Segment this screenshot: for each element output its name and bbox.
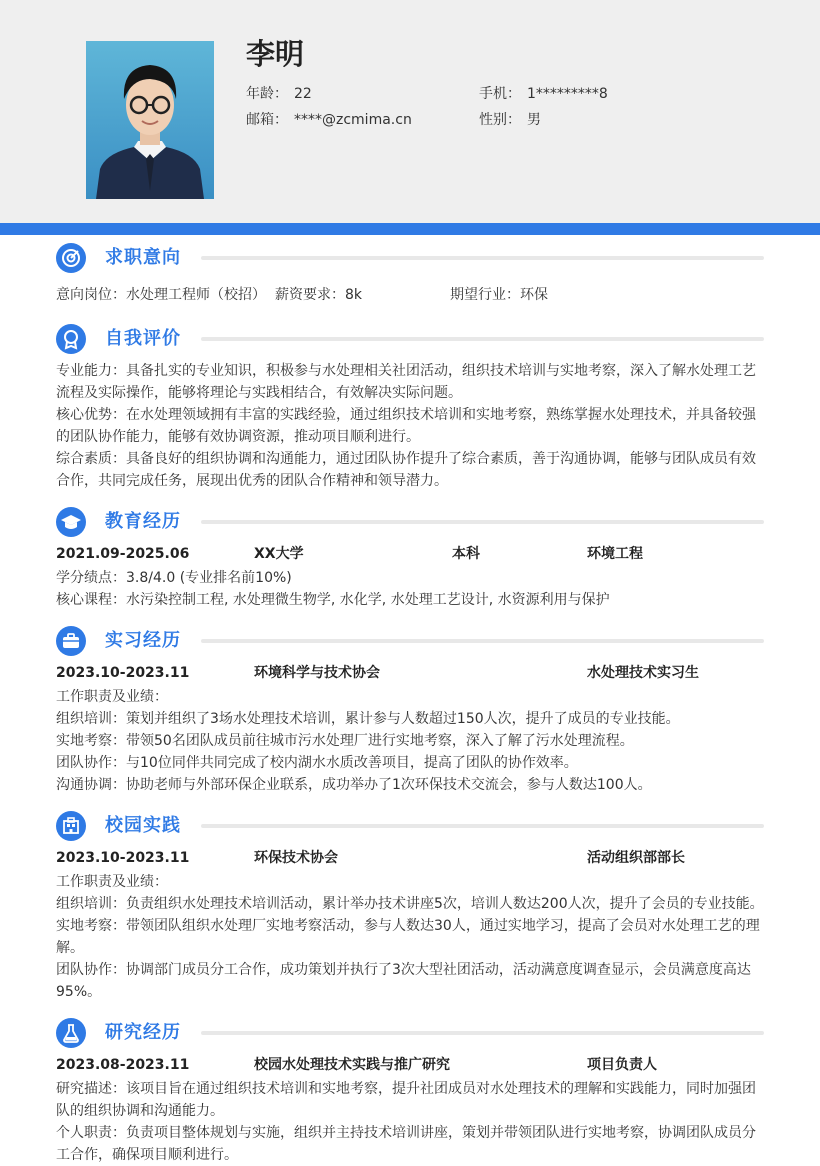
accent-bar: [0, 223, 820, 235]
intent-salary: 薪资要求：8k: [275, 287, 363, 303]
section-campus: [56, 811, 764, 845]
internship-org: 环境科学与技术协会: [254, 665, 380, 681]
target-icon: [56, 243, 86, 273]
section-self-eval: [56, 324, 764, 358]
education-degree: 本科: [452, 546, 480, 562]
education-courses: 核心课程：水污染控制工程, 水处理微生物学, 水化学, 水处理工艺设计, 水资源利用与保护: [56, 592, 610, 608]
campus-row: [56, 847, 764, 869]
education-school: XX大学: [254, 546, 304, 562]
section-divider: [201, 520, 764, 524]
section-intent: [56, 243, 764, 277]
gender-value: 男: [527, 112, 541, 128]
campus-building-icon: [56, 811, 86, 841]
section-title: 研究经历: [105, 1022, 181, 1043]
internship-item: 实地考察：带领50名团队成员前往城市污水处理厂进行实地考察，深入了解了污水处理流程。: [56, 733, 634, 749]
phone-info: [479, 85, 608, 103]
education-period: 2021.09-2025.06: [56, 546, 190, 562]
section-divider: [201, 1031, 764, 1035]
campus-item: 实地考察：带领团队组织水处理厂实地考察活动，参与人数达30人，通过实地学习，提高了会员对水处理工艺的理解。: [56, 918, 760, 956]
research-role: 项目负责人: [587, 1057, 657, 1073]
section-internship: [56, 626, 764, 660]
campus-role: 活动组织部部长: [587, 850, 685, 866]
section-title: 校园实践: [105, 815, 181, 836]
internship-item: 沟通协调：协助老师与外部环保企业联系，成功举办了1次环保技术交流会，参与人数达100人。: [56, 777, 652, 793]
research-duty: 个人职责：负责项目整体规划与实施，组织并主持技术培训讲座，策划并带领团队进行实地考察，协调团队成员分工合作，确保项目顺利进行。: [56, 1125, 756, 1163]
section-title: 实习经历: [105, 630, 181, 651]
section-title: 求职意向: [105, 247, 181, 268]
section-title: 教育经历: [105, 511, 181, 532]
education-row: [56, 543, 764, 565]
graduation-cap-icon: [56, 507, 86, 537]
campus-item: 团队协作：协调部门成员分工合作，成功策划并执行了3次大型社团活动，活动满意度调查显示，会员满意度高达95%。: [56, 962, 751, 1000]
section-divider: [201, 256, 764, 260]
internship-item: 团队协作：与10位同伴共同完成了校内湖水水质改善项目，提高了团队的协作效率。: [56, 755, 578, 771]
internship-intro: 工作职责及业绩：: [56, 689, 168, 705]
self-eval-advantage: 核心优势：在水处理领域拥有丰富的实践经验，通过组织技术培训和实地考察，熟练掌握水处理技术，并具备较强的团队协作能力，能够有效协调资源，推动项目顺利进行。: [56, 407, 756, 445]
gender-label: 性别：: [479, 112, 521, 128]
age-label: 年龄：: [246, 86, 288, 102]
research-period: 2023.08-2023.11: [56, 1057, 190, 1073]
internship-row: [56, 662, 764, 684]
research-row: [56, 1054, 764, 1076]
section-education: [56, 507, 764, 541]
email-info: [246, 111, 412, 129]
phone-value: 1*********8: [527, 86, 608, 102]
candidate-name: 李明: [246, 37, 305, 71]
intent-industry: 期望行业：环保: [450, 287, 548, 303]
campus-org: 环保技术协会: [254, 850, 338, 866]
research-description: 研究描述：该项目旨在通过组织技术培训和实地考察，提升社团成员对水处理技术的理解和实践能力，同时加强团队的组织协调和沟通能力。: [56, 1081, 756, 1119]
research-project: 校园水处理技术实践与推广研究: [254, 1057, 450, 1073]
campus-period: 2023.10-2023.11: [56, 850, 190, 866]
section-research: [56, 1018, 764, 1052]
section-divider: [201, 337, 764, 341]
education-gpa: 学分绩点：3.8/4.0 (专业排名前10%): [56, 570, 292, 586]
internship-role: 水处理技术实习生: [587, 665, 699, 681]
age-info: [246, 85, 312, 103]
self-eval-professional: 专业能力：具备扎实的专业知识，积极参与水处理相关社团活动，组织技术培训与实地考察，深入了解水处理工艺流程及实际操作，能够将理论与实践相结合，有效解决实际问题。: [56, 363, 756, 401]
internship-item: 组织培训：策划并组织了3场水处理技术培训，累计参与人数超过150人次，提升了成员的专业技能。: [56, 711, 680, 727]
email-value: ****@zcmima.cn: [294, 112, 412, 128]
email-label: 邮箱：: [246, 112, 288, 128]
section-divider: [201, 824, 764, 828]
gender-info: [479, 111, 541, 129]
flask-icon: [56, 1018, 86, 1048]
section-divider: [201, 639, 764, 643]
age-value: 22: [294, 86, 312, 102]
briefcase-icon: [56, 626, 86, 656]
phone-label: 手机：: [479, 86, 521, 102]
section-title: 自我评价: [105, 328, 181, 349]
intent-position: 意向岗位：水处理工程师（校招）: [56, 287, 266, 303]
campus-item: 组织培训：负责组织水处理技术培训活动，累计举办技术讲座5次，培训人数达200人次，提升了会员的专业技能。: [56, 896, 764, 912]
internship-period: 2023.10-2023.11: [56, 665, 190, 681]
medal-icon: [56, 324, 86, 354]
campus-intro: 工作职责及业绩：: [56, 874, 168, 890]
self-eval-quality: 综合素质：具备良好的组织协调和沟通能力，通过团队协作提升了综合素质，善于沟通协调，能够与团队成员有效合作，共同完成任务，展现出优秀的团队合作精神和领导潜力。: [56, 451, 756, 489]
education-major: 环境工程: [587, 546, 643, 562]
profile-photo: [86, 41, 214, 199]
intent-row: [56, 284, 766, 306]
